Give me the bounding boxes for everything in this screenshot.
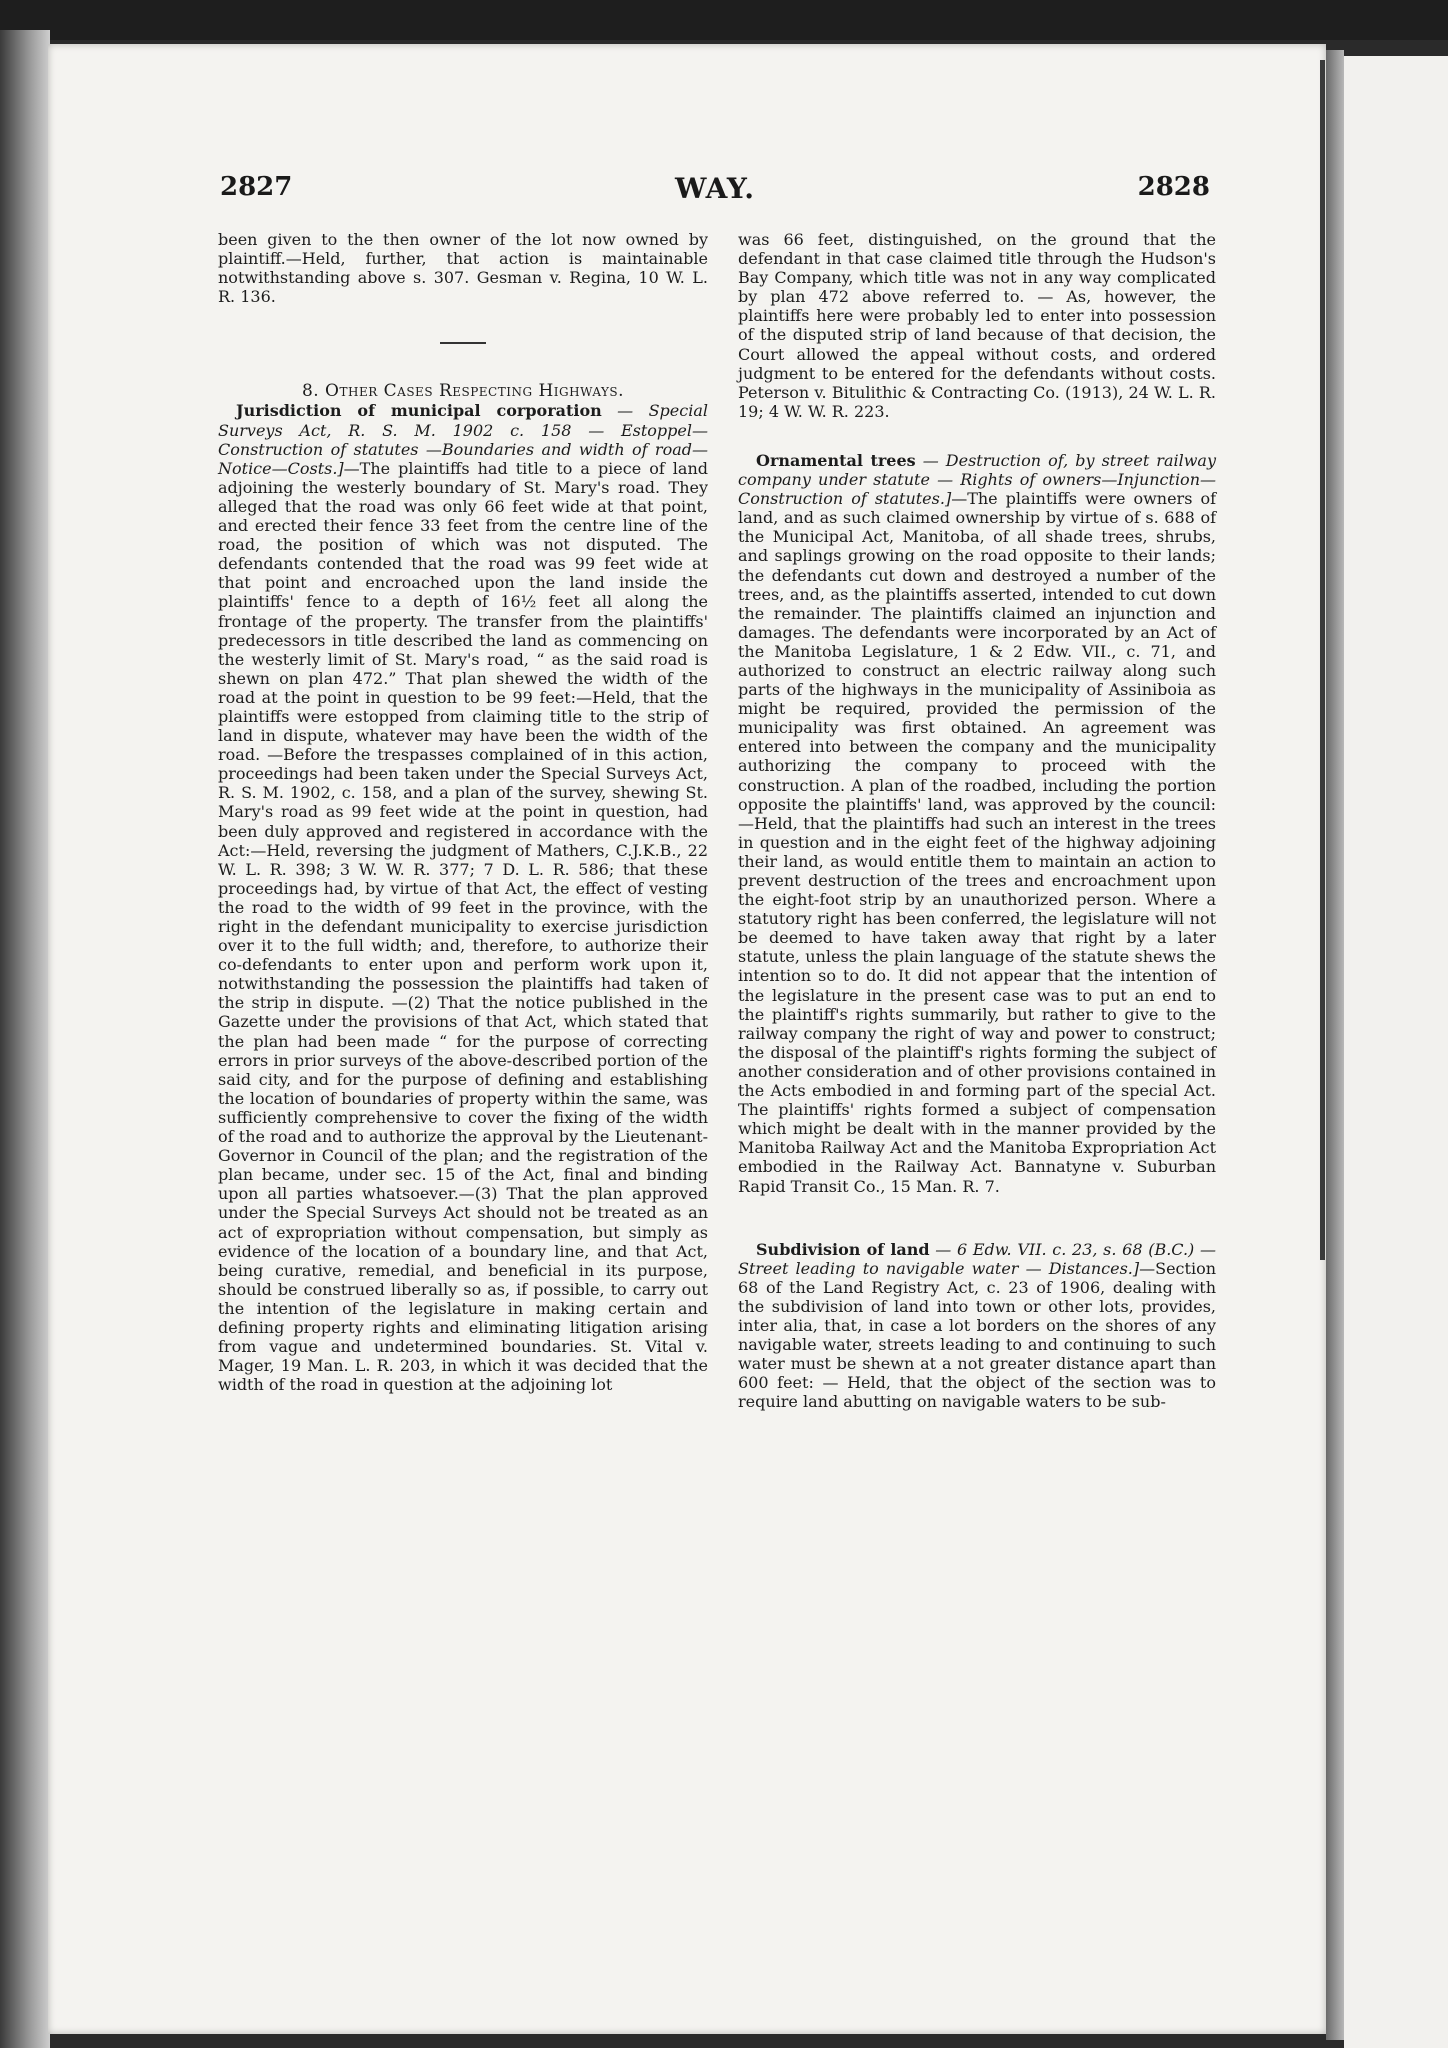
- entry-heading: Jurisdiction of municipal corporation: [236, 401, 602, 421]
- entry-body: —The plaintiffs had title to a piece of land adjoining the westerly boundary of St. Mary's road. They alleged that the road was only 66 feet wide at that point, and erected their fence 33 feet from the centre line of the road, the position of which was not disputed. The defendants contended that the road was 99 feet wide at that point and encroached upon the land inside the plaintiffs' fence to a depth of 16½ feet all along the frontage of the property. The transfer from the plaintiffs' predecessors in title described the land as commencing on the westerly limit of St. Mary's road, “ as the said road is shewn on plan 472.” That plan shewed the width of the road at the point in question to be 99 feet:—Held, that the plaintiffs were estopped from claiming title to the strip of land in dispute, whatever may have been the width of the road. —Before the trespasses complained of in this action, proceedings had been taken under the Special Surveys Act, R. S. M. 1902, c. 158, and a plan of the survey, shewing St. Mary's road as 99 feet wide at the point in question, had been duly approved and registered in accordance with the Act:—Held, reversing the judgment of Mathers, C.J.K.B., 22 W. L. R. 398; 3 W. W. R. 377; 7 D. L. R. 586; that these proceedings had, by virtue of that Act, the effect of vesting the road to the width of 99 feet in the province, with the right in the defendant municipality to exercise jurisdiction over it to the full width; and, therefore, to authorize their co-defendants to enter upon and perform work upon it, notwithstanding the possession the plaintiffs had taken of the strip in dispute. —(2) That the notice published in the Gazette under the provisions of that Act, which stated that the plan had been made “ for the purpose of correcting errors in prior surveys of the above-described portion of the said city, and for the purpose of defining and establishing the location of boundaries of property within the same, was sufficiently comprehensive to cover the fixing of the width of the road and to authorize the approval by the Lieutenant-Governor in Council of the plan; and the registration of the plan became, under sec. 15 of the Act, final and binding upon all parties whatsoever.—(3) That the plan approved under the Special Surveys Act should not be treated as an act of expropriation without compensation, but simply as evidence of the location of a boundary line, and that Act, being curative, remedial, and beneficial in its purpose, should be construed liberally so as, if possible, to carry out the intention of the legislature in making certain and defining property rights and eliminating litigation arising from vague and undetermined boundaries. St. Vital v. Mager, 19 Man. L. R. 203, in which it was decided that the width of the road in question at the adjoining lot: [218, 458, 708, 1395]
- facing-page-rule: [1320, 60, 1325, 1260]
- entry-jurisdiction: [218, 401, 708, 1394]
- facing-page: [1344, 56, 1448, 2048]
- left-column: [218, 230, 708, 1394]
- right-paragraph-continued: was 66 feet, distinguished, on the ground that the defendant in that case claimed title through the Hudson's Bay Company, which title was not in any way complicated by plan 472 above referred to. — As, however, the plaintiffs here were probably led to enter into possession of the disputed strip of land because of that decision, the Court allowed the appeal without costs, and ordered judgment to be entered for the defendants without costs. Peterson v. Bitulithic & Contracting Co. (1913), 24 W. L. R. 19; 4 W. W. R. 223.: [738, 230, 1216, 421]
- book-binding-edge: [0, 30, 50, 2048]
- left-paragraph-continued: been given to the then owner of the lot now owned by plaintiff.—Held, further, that action is maintainable notwithstanding above s. 307. Gesman v. Regina, 10 W. L. R. 136.: [218, 230, 708, 307]
- spacer: [738, 1196, 1216, 1240]
- page-header: [220, 172, 1210, 212]
- entry-heading: Subdivision of land: [756, 1239, 930, 1259]
- entry-subheading: — 6 Edw. VII. c. 23, s. 68 (B.C.) — Street leading to navigable water — Distances.]: [738, 1239, 1216, 1278]
- scan-top-border: [0, 0, 1448, 40]
- page-gutter: [1326, 50, 1344, 2040]
- entry-body: —The plaintiffs were owners of land, and as such claimed ownership by virtue of s. 688 of the Municipal Act, Manitoba, of all shade trees, shrubs, and saplings growing on the road opposite to their lands; the defendants cut down and destroyed a number of the trees, and, as the plaintiffs asserted, intended to cut down the remainder. The plaintiffs claimed an injunction and damages. The defendants were incorporated by an Act of the Manitoba Legislature, 1 & 2 Edw. VII., c. 71, and authorized to construct an electric railway along such parts of the highways in the municipality of Assiniboia as might be required, provided the permission of the municipality was first obtained. An agreement was entered into between the company and the municipality authorizing the company to proceed with the construction. A plan of the roadbed, including the portion opposite the plaintiffs' land, was approved by the council:—Held, that the plaintiffs had such an interest in the trees in question and in the eight feet of the highway adjoining their land, as would entitle them to maintain an action to prevent destruction of the trees and encroachment upon the eight-foot strip by an unauthorized person. Where a statutory right has been conferred, the legislature will not be deemed to have taken away that right by a later statute, unless the plain language of the statute shews the intention so to do. It did not appear that the intention of the legislature in the present case was to put an end to the plaintiff's rights summarily, but rather to give to the railway company the right of way and power to construct; the disposal of the plaintiff's rights forming the subject of another consideration and of other provisions contained in the Acts embodied in and forming part of the special Act. The plaintiffs' rights formed a subject of compensation which might be dealt with in the manner provided by the Manitoba Railway Act and the Manitoba Expropriation Act embodied in the Railway Act. Bannatyne v. Suburban Rapid Transit Co., 15 Man. R. 7.: [738, 489, 1216, 1196]
- page-number-left: 2827: [220, 172, 293, 202]
- section-title: 8. Other Cases Respecting Highways.: [301, 381, 625, 402]
- entry-subheading: — Destruction of, by street railway company under statute — Rights of owners—Injunction—Construction of statutes.]: [738, 450, 1216, 509]
- entry-subheading: — Special Surveys Act, R. S. M. 1902 c. 158 — Estoppel—Construction of statutes —Boundaries and width of road—Notice—Costs.]: [218, 401, 709, 478]
- spacer: [738, 421, 1216, 451]
- right-column: [738, 230, 1216, 1411]
- page-number-right: 2828: [1137, 172, 1210, 202]
- entry-ornamental-trees: [738, 451, 1216, 1196]
- entry-heading: Ornamental trees: [756, 450, 916, 470]
- entry-body: —Section 68 of the Land Registry Act, c. 23 of 1906, dealing with the subdivision of land into town or other lots, provides, inter alia, that, in case a lot borders on the shores of any navigable water, streets leading to and continuing to such water must be shewn at a not greater distance apart than 600 feet: — Held, that the object of the section was to require land abutting on navigable waters to be sub-: [738, 1258, 1216, 1412]
- section-divider: [440, 342, 486, 344]
- running-title: WAY.: [674, 172, 756, 205]
- entry-subdivision-of-land: [738, 1240, 1216, 1412]
